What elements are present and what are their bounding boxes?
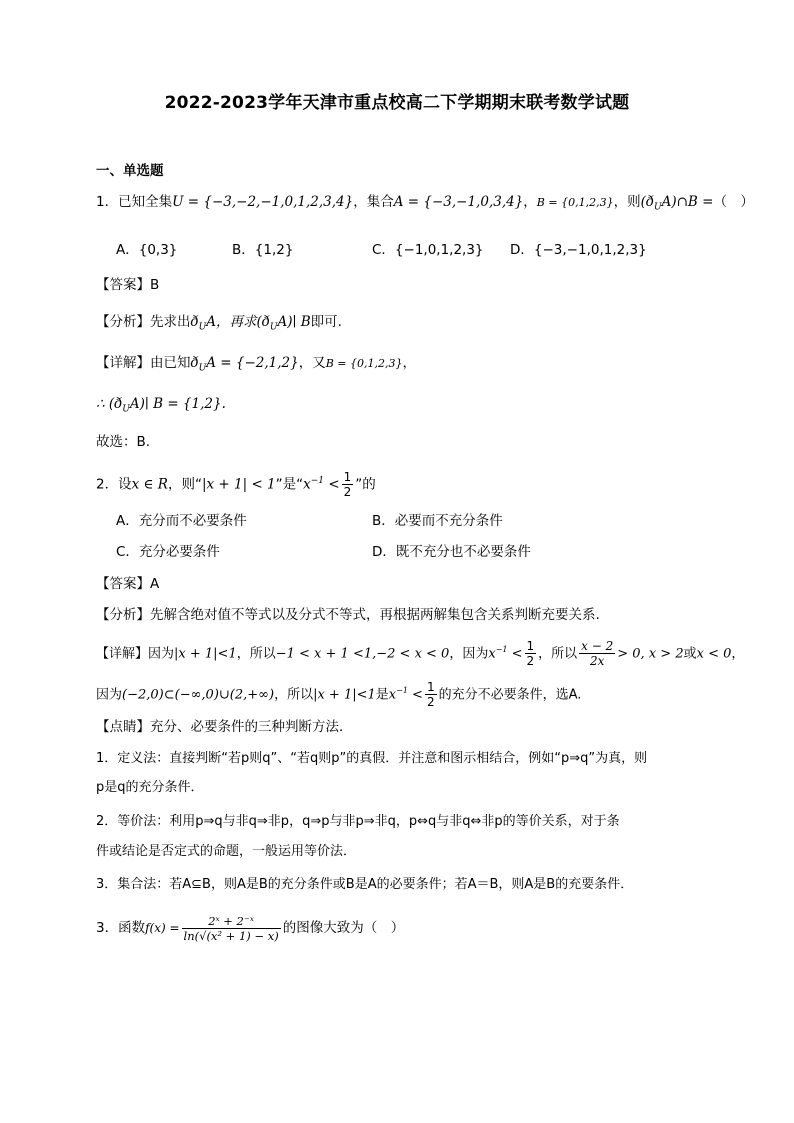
detail-math: < [407,687,423,703]
page-title: 2022-2023学年天津市重点校高二下学期期末联考数学试题 [164,93,630,113]
detail-math: (−2,0)⊂(−∞,0)∪(2,+∞) [122,687,275,703]
analysis-math: (ð [256,314,270,330]
q1-answer-paren: （ ） [713,194,754,210]
detail-math: A = {−2,1,2} [206,355,299,371]
answer-value: B [150,277,160,293]
detail-tag: 【详解】 [96,646,149,662]
detail-math: x [388,687,397,703]
q1-therefore [96,395,226,419]
q2-stem-text: 2．设 [96,476,132,493]
fraction-numerator: 2ˣ + 2⁻ˣ [182,914,281,929]
q1-set-b: B = {0,1,2,3} [536,196,614,209]
detail-math-sub: U [198,363,207,374]
analysis-text: 即可. [310,314,342,330]
q2-answer [96,575,159,593]
q1-set-a: A = {−3,−1,0,3,4} [393,194,524,210]
q3-stem-text: 的图像大致为（ ） [282,920,405,936]
q2-math-sup: −1 [310,476,325,486]
q2-math: x ∈ R [131,476,168,493]
analysis-math-sub: U [269,322,278,333]
q1-stem-text: 1．已知全集 [96,194,173,210]
therefore-math: A)∣ B = {1,2}. [129,396,226,412]
q2-stem-text: ”的 [355,476,376,493]
tip-tag: 【点睛】 [96,719,150,735]
section-heading: 一、单选题 [96,163,164,179]
q2-option-d: D．既不充分也不必要条件 [372,544,531,560]
q1-option-b: B．{1,2} [232,242,294,258]
analysis-math-sub: U [198,322,207,333]
fraction-numerator: 1 [526,639,535,654]
detail-text: ，因为 [449,646,489,662]
method-2-cont: 件或结论是否定式的命题，一般运用等价法． [96,844,357,859]
detail-math: |x + 1|<1 [174,646,237,662]
q2-math: |x + 1| < 1 [201,476,276,493]
q1-option-a: A．{0,3} [116,242,178,258]
detail-fraction [425,680,437,709]
fraction-denominator: 2 [526,654,535,669]
detail-text: ，所以 [274,687,314,703]
q2-stem [96,466,376,499]
detail-text: ， [731,646,745,662]
method-3: 3．集合法：若A⊆B，则A是B的充分条件或B是A的必要条件；若A＝B，则A是B的充要条件． [96,877,634,892]
detail-math: x [488,646,496,662]
detail-math-sup: −1 [396,686,408,695]
detail-text: ， [402,355,416,371]
analysis-math: A，再求 [206,314,257,330]
detail-text: 由已知 [150,355,191,371]
detail-text: ，所以 [236,646,276,662]
q1-stem-text: ， [523,194,537,210]
q1-expression-sub: U [653,202,662,213]
detail-math: ð [190,355,199,371]
method-2: 2．等价法：利用p⇒q与非q⇒非p，q⇒p与非p⇒非q，p⇔q与非q⇔非p的等价关系，对于条 [96,814,620,829]
q1-expression: (ð [640,194,654,210]
method-1-cont: p是q的充分条件． [96,780,204,795]
q3-function-name: f(x) = [145,921,180,935]
analysis-text: 先求出 [150,314,191,330]
analysis-tag: 【分析】 [96,314,150,330]
detail-math: < [507,646,523,662]
fraction-denominator: 2 [343,485,352,499]
detail-math: B = {0,1,2,3} [325,357,403,370]
q2-option-a: A．充分而不必要条件 [116,513,247,529]
q2-detail-line2 [96,674,581,708]
detail-math: x < 0 [696,646,732,662]
q2-fraction [342,470,354,499]
analysis-tag: 【分析】 [96,607,150,623]
q1-detail [96,354,416,378]
q1-stem [96,193,754,217]
fraction-numerator: 1 [343,470,352,484]
answer-value: A [150,576,160,592]
detail-text: 因为 [96,687,123,703]
q3-function-fraction [182,914,281,943]
q2-math: < [324,476,340,493]
q2-stem-text: ”是“ [275,476,304,493]
fraction-numerator: x − 2 [581,639,614,654]
analysis-math: ð [190,314,199,330]
therefore-math: ∴ (ð [96,396,123,412]
answer-tag: 【答案】 [96,277,150,293]
q1-option-c: C．{−1,0,1,2,3} [372,242,484,258]
q1-analysis [96,313,342,337]
detail-text: 是 [375,687,389,703]
detail-fraction [525,639,537,668]
q2-detail [96,633,744,667]
detail-fraction [579,639,615,668]
detail-text: ，所以 [538,646,578,662]
detail-text: 或 [683,646,697,662]
q3-stem-text: 3．函数 [96,920,146,936]
q2-analysis [96,606,600,624]
fraction-denominator: ln(√(x² + 1) − x) [183,928,279,943]
detail-math: > 0, x > 2 [617,646,684,662]
fraction-denominator: 2 [426,695,435,710]
method-1: 1．定义法：直接判断“若p则q”、“若q则p”的真假．并注意和图示相结合，例如“p⇒q”为真，则 [96,751,648,766]
q1-choose: 故选：B. [96,434,151,450]
q1-set-u: U = {−3,−2,−1,0,1,2,3,4} [172,194,354,210]
q1-answer [96,276,159,294]
detail-text: ，又 [298,355,326,371]
fraction-denominator: 2x [590,654,605,669]
detail-tag: 【详解】 [96,355,150,371]
q2-option-b: B．必要而不充分条件 [372,513,503,529]
detail-math: |x + 1|<1 [313,687,376,703]
q1-expression: A)∩B = [661,194,714,210]
fraction-numerator: 1 [426,680,435,695]
q2-option-c: C．充分必要条件 [116,544,220,560]
q2-math: x [303,476,311,493]
q2-tip [96,718,353,736]
q1-stem-text: ，则 [613,194,641,210]
detail-math: −1 < x + 1 <1,−2 < x < 0 [275,646,450,662]
analysis-math: A)∣ B [277,314,311,330]
q1-stem-text: ，集合 [353,194,394,210]
analysis-text: 先解含绝对值不等式以及分式不等式，再根据两解集包含关系判断充要关系. [150,607,600,623]
detail-text: 因为 [148,646,175,662]
detail-text: 的充分不必要条件，选A. [438,687,582,703]
therefore-math-sub: U [122,404,130,415]
answer-tag: 【答案】 [96,576,150,592]
q2-stem-text: ，则“ [167,476,202,493]
q3-stem [96,906,404,950]
q1-option-d: D．{−3,−1,0,1,2,3} [510,242,647,258]
detail-math-sup: −1 [495,645,508,654]
tip-text: 充分、必要条件的三种判断方法． [150,719,353,735]
